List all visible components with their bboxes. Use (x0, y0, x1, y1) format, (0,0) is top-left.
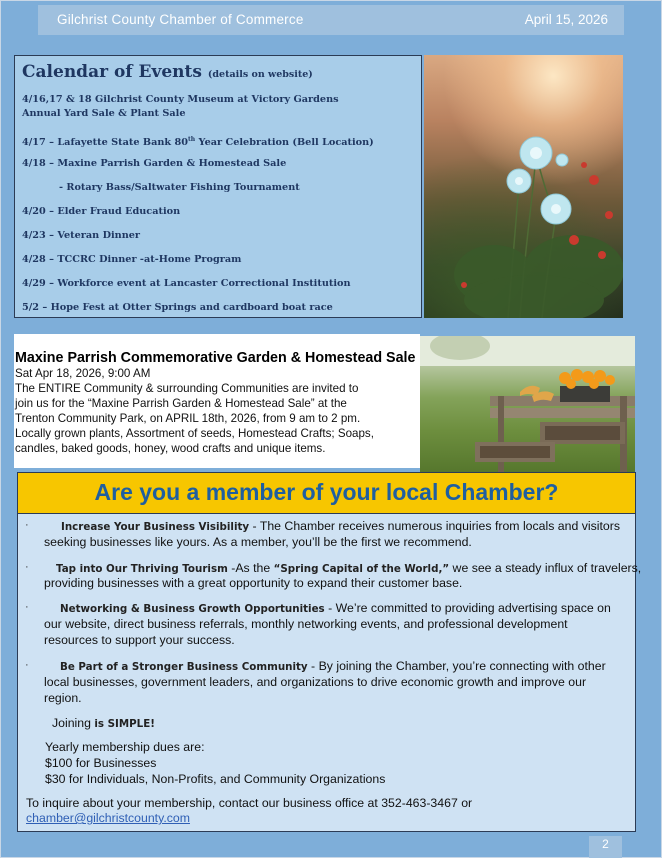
event-item: 4/23 – Veteran Dinner (22, 230, 141, 241)
flower-photo (424, 55, 623, 318)
benefit-tourism-cont: providing businesses with a great opportunity to expand their customer base. (44, 576, 463, 590)
bullet: · (25, 561, 29, 573)
event-item: 4/18 – Maxine Parrish Garden & Homestead Sale (22, 158, 287, 169)
benefit-community-cont: region. (44, 691, 82, 705)
membership-banner (18, 473, 635, 514)
event-item: - Rotary Bass/Saltwater Fishing Tournament (59, 182, 300, 193)
benefit-community: Be Part of a Stronger Business Community - By joining the Chamber, you’re connecting with other (60, 659, 606, 673)
event-item: 4/20 – Elder Fraud Education (22, 206, 181, 217)
garden-sale-line: candles, baked goods, honey, wood crafts and unique items. (15, 442, 326, 455)
garden-sale-date: Sat Apr 18, 2026, 9:00 AM (15, 367, 151, 380)
bullet: · (25, 601, 29, 613)
garden-sale-title: Maxine Parrish Commemorative Garden & Homestead Sale (15, 350, 416, 366)
garden-sale-line: Trenton Community Park, on APRIL 18th, 2026, from 9 am to 2 pm. (15, 412, 361, 425)
contact-email-link[interactable]: chamber@gilchristcounty.com (26, 811, 190, 825)
event-item: 5/2 – Hope Fest at Otter Springs and cardboard boat race (22, 302, 333, 313)
benefit-networking-cont: resources to support your success. (44, 633, 235, 647)
calendar-of-events (14, 55, 422, 318)
dues-title: Yearly membership dues are: (45, 740, 205, 754)
benefit-networking-cont: our website, direct business referrals, monthly networking events, and professional development (44, 617, 568, 631)
contact-text: To inquire about your membership, contact our business office at 352-463-3467 or (26, 796, 473, 810)
benefit-networking: Networking & Business Growth Opportunities - We’re committed to providing advertising space on (60, 601, 611, 615)
bullet: · (25, 519, 29, 531)
dues-business: $100 for Businesses (45, 756, 157, 770)
event-item: 4/17 – Lafayette State Bank 80th Year Celebration (Bell Location) (22, 136, 374, 149)
dues-individual: $30 for Individuals, Non-Profits, and Community Organizations (45, 772, 386, 786)
garden-sale-line: join us for the “Maxine Parrish Garden & Homestead Sale” at the (15, 397, 347, 410)
membership-section (17, 472, 642, 832)
flower-illustration (424, 55, 623, 318)
benefit-community-cont: local businesses, government leaders, and organizations to drive economic growth and improve our (44, 675, 587, 689)
bench-illustration (420, 336, 635, 472)
membership-question: Are you a member of your local Chamber? (94, 479, 559, 505)
benefit-visibility: Increase Your Business Visibility - The Chamber receives numerous inquiries from locals and visitors (61, 519, 621, 533)
event-item: 4/16,17 & 18 Gilchrist County Museum at Victory Gardens Annual Yard Sale & Plant Sale (22, 94, 339, 119)
garden-sale-announcement (14, 334, 420, 468)
benefit-visibility-cont: seeking businesses like yours. As a member, you’ll be the first we recommend. (44, 535, 472, 549)
bullet: · (25, 659, 29, 671)
event-item: 4/28 – TCCRC Dinner -at-Home Program (22, 254, 242, 265)
calendar-title (22, 62, 313, 82)
event-item: 4/29 – Workforce event at Lancaster Correctional Institution (22, 278, 351, 289)
calendar-subtitle: (details on website) (207, 69, 313, 80)
calendar-title-text: Calendar of Events (22, 62, 202, 82)
page-number: 2 (589, 836, 622, 858)
header-bar (38, 5, 624, 35)
garden-sale-line: The ENTIRE Community & surrounding Communities are invited to (15, 382, 359, 395)
benefit-tourism: Tap into Our Thriving Tourism -As the “Spring Capital of the World,” we see a steady influx of travelers, (56, 561, 642, 575)
garden-sale-line: Locally grown plants, Assortment of seeds, Homestead Crafts; Soaps, (15, 427, 374, 440)
garden-bench-photo (420, 336, 635, 472)
joining-simple: Joining is SIMPLE! (52, 716, 155, 730)
header-date: April 15, 2026 (524, 12, 608, 27)
org-name: Gilchrist County Chamber of Commerce (57, 12, 304, 27)
